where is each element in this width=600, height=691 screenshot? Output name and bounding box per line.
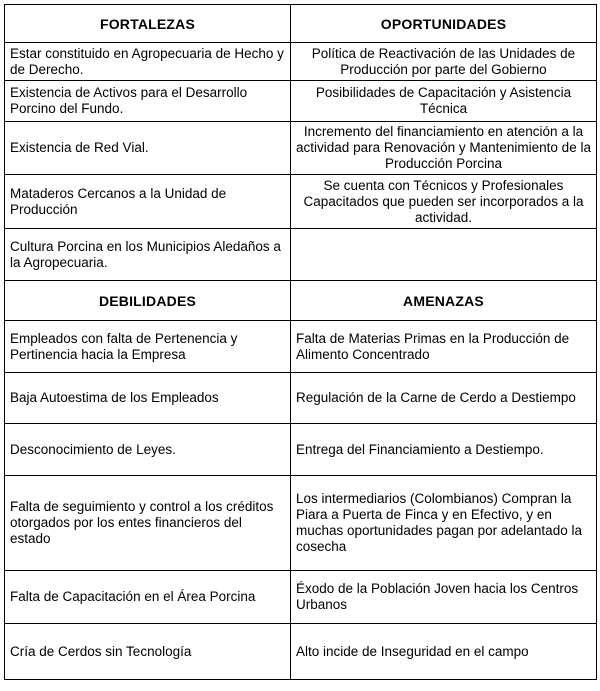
table-row [5,424,597,476]
header-debilidades: DEBILIDADES [5,281,291,321]
fortaleza-cell: Existencia de Red Vial. [5,122,291,175]
amenaza-cell: Falta de Materias Primas en la Producción de Alimento Concentrado [291,321,597,373]
debilidad-cell: Falta de seguimiento y control a los créditos otorgados por los entes financieros del estado [5,476,291,571]
fortaleza-cell: Mataderos Cercanos a la Unidad de Producción [5,175,291,229]
amenaza-cell: Alto incide de Inseguridad en el campo [291,624,597,680]
header-oportunidades: OPORTUNIDADES [291,5,597,43]
fortaleza-cell: Cultura Porcina en los Municipios Aledaños a la Agropecuaria. [5,229,291,281]
debilidad-cell: Cría de Cerdos sin Tecnología [5,624,291,680]
oportunidad-cell: Se cuenta con Técnicos y Profesionales Capacitados que pueden ser incorporados a la actividad. [291,175,597,229]
header-fortalezas: FORTALEZAS [5,5,291,43]
swot-table [4,4,597,680]
fortaleza-cell: Estar constituido en Agropecuaria de Hecho y de Derecho. [5,43,291,81]
table-row [5,122,597,175]
oportunidad-cell [291,229,597,281]
table-row [5,81,597,122]
header-row-bottom [5,281,597,321]
oportunidad-cell: Política de Reactivación de las Unidades de Producción por parte del Gobierno [291,43,597,81]
table-row [5,624,597,680]
table-row [5,175,597,229]
amenaza-cell: Los intermediarios (Colombianos) Compran la Piara a Puerta de Finca y en Efectivo, y en muchas oportunidades pagan por adelantado la cosecha [291,476,597,571]
amenaza-cell: Entrega del Financiamiento a Destiempo. [291,424,597,476]
header-row-top [5,5,597,43]
amenaza-cell: Regulación de la Carne de Cerdo a Destiempo [291,373,597,424]
table-row [5,476,597,571]
fortaleza-cell: Existencia de Activos para el Desarrollo Porcino del Fundo. [5,81,291,122]
debilidad-cell: Empleados con falta de Pertenencia y Pertinencia hacia la Empresa [5,321,291,373]
table-row [5,321,597,373]
table-row [5,43,597,81]
debilidad-cell: Desconocimiento de Leyes. [5,424,291,476]
debilidad-cell: Falta de Capacitación en el Área Porcina [5,571,291,624]
amenaza-cell: Éxodo de la Población Joven hacia los Centros Urbanos [291,571,597,624]
table-row [5,571,597,624]
oportunidad-cell: Incremento del financiamiento en atención a la actividad para Renovación y Mantenimiento de la Producción Porcina [291,122,597,175]
header-amenazas: AMENAZAS [291,281,597,321]
table-row [5,229,597,281]
table-row [5,373,597,424]
debilidad-cell: Baja Autoestima de los Empleados [5,373,291,424]
oportunidad-cell: Posibilidades de Capacitación y Asistencia Técnica [291,81,597,122]
